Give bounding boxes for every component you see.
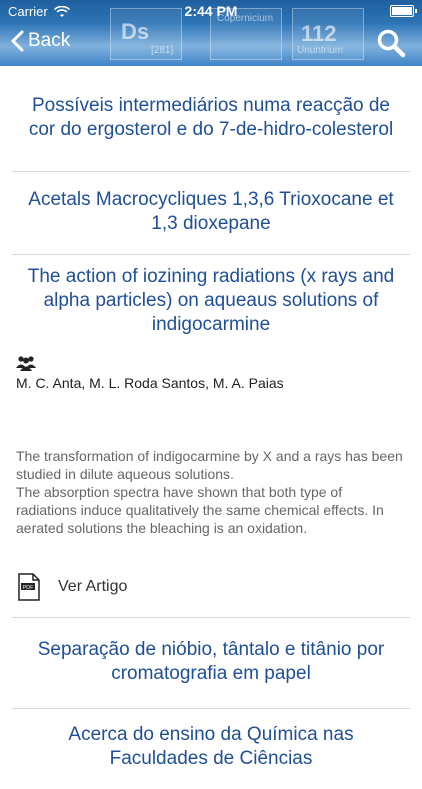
svg-text:PDF: PDF	[22, 584, 34, 591]
list-item-expanded	[12, 255, 410, 618]
periodic-tile: Copernicium	[210, 8, 282, 60]
article-title: Acerca do ensino da Química nas Faculdades de Ciências	[68, 724, 354, 769]
chevron-left-icon	[10, 30, 24, 52]
article-title: Acetals Macrocycliques 1,3,6 Trioxocane et 1,3 dioxepane	[28, 189, 394, 234]
periodic-tile: Ds [281]	[110, 8, 182, 60]
list-item[interactable]	[12, 709, 410, 789]
authors-block	[16, 355, 406, 391]
view-article-label: Ver Artigo	[58, 578, 128, 595]
abstract-text: The transformation of indigocarmine by X and a rays has been studied in dilute aqueous solutions. The absorption spectra have shown that both type of radiations induce qualitatively the same chemical effects. In aerated solutions the bleaching is an oxidation.	[16, 448, 403, 536]
view-article-button[interactable]	[12, 557, 410, 617]
back-label: Back	[28, 30, 71, 51]
list-item[interactable]	[12, 172, 410, 255]
authors-text: M. C. Anta, M. L. Roda Santos, M. A. Paias	[16, 375, 284, 391]
list-item[interactable]	[12, 66, 410, 172]
status-bar	[0, 3, 422, 19]
carrier-label: Carrier	[8, 4, 48, 19]
back-button[interactable]	[10, 30, 70, 52]
periodic-tile: 112 Ununtrium	[292, 8, 364, 60]
article-title: Possíveis intermediários numa reacção de cor do ergosterol e do 7-de-hidro-colesterol	[28, 94, 394, 140]
pdf-icon	[18, 573, 40, 601]
battery-icon	[390, 5, 414, 17]
header-bar	[0, 0, 422, 66]
users-icon	[16, 355, 36, 371]
status-time: 2:44 PM	[184, 3, 238, 19]
article-title: Separação de nióbio, tântalo e titânio por cromatografia em papel	[37, 639, 385, 684]
list-item[interactable]	[12, 618, 410, 709]
search-icon[interactable]	[376, 28, 406, 58]
article-title[interactable]: The action of iozining radiations (x rays and alpha particles) on aqueaus solutions of indigocarmine	[27, 266, 395, 335]
article-list	[0, 66, 422, 789]
